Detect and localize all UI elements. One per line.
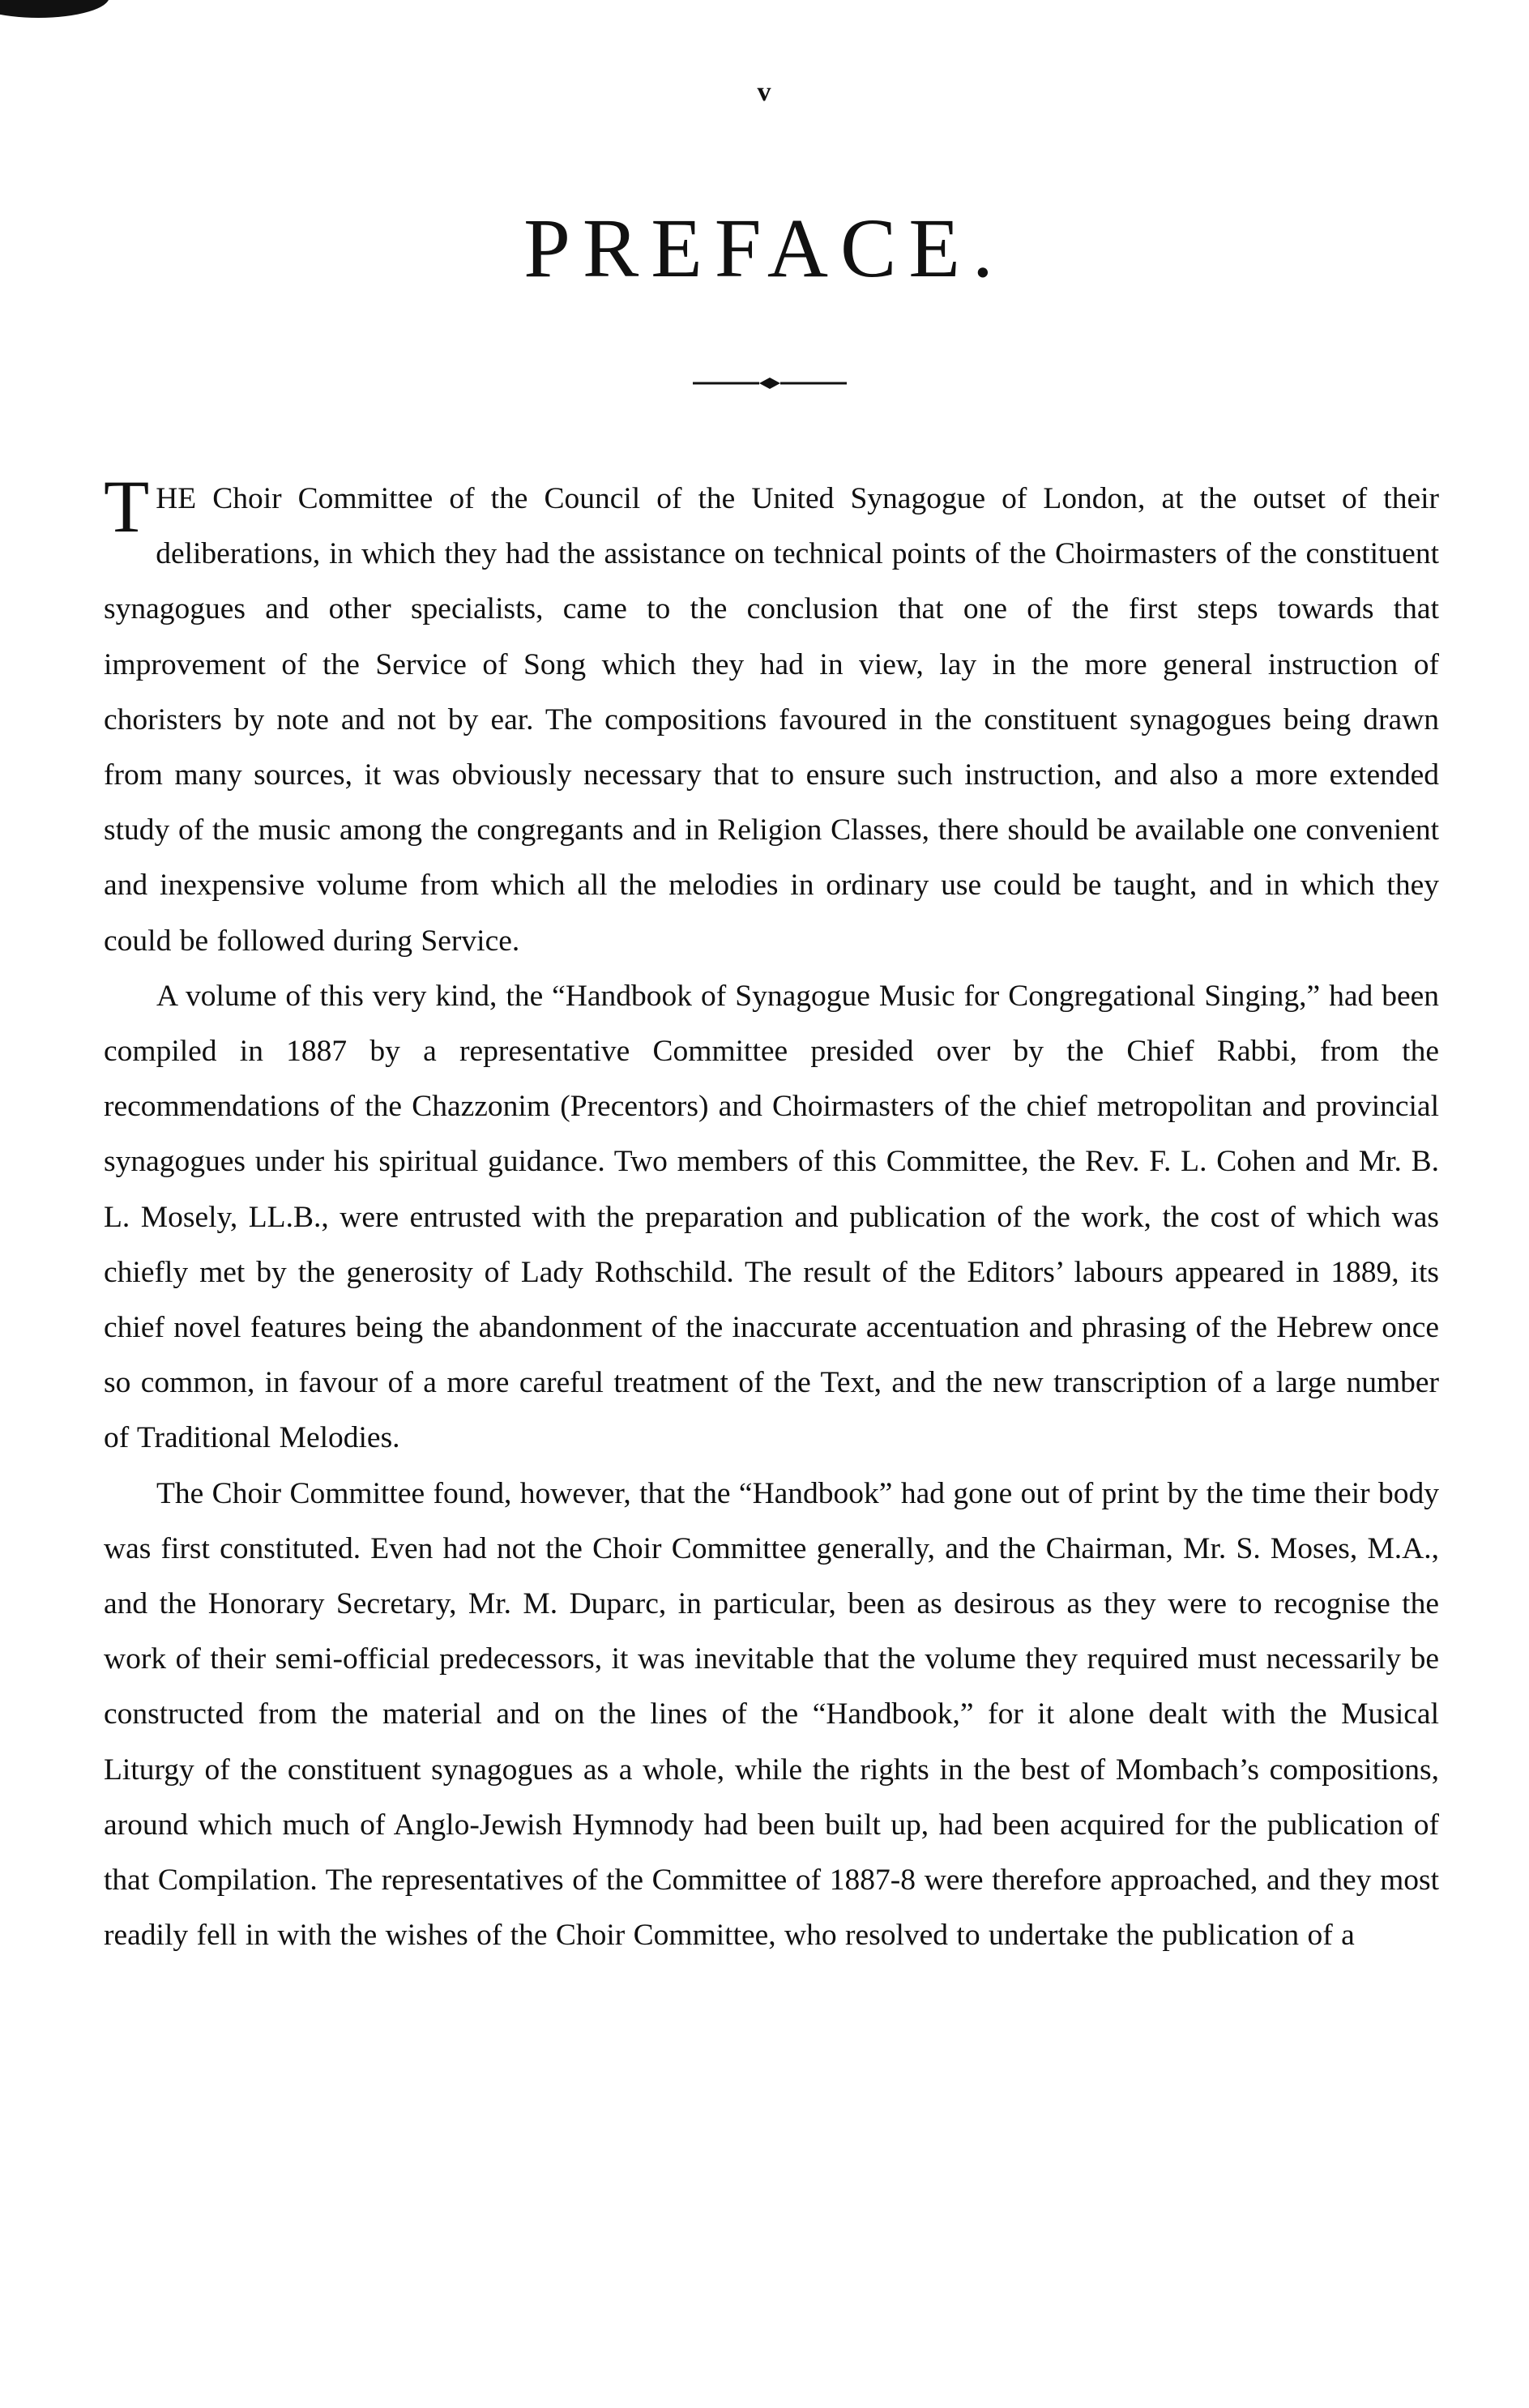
- corner-ink-blot: [0, 0, 109, 18]
- divider-ornament: [693, 377, 847, 390]
- preface-body: [104, 465, 1439, 1963]
- paragraph-2: A volume of this very kind, the “Handbook of Synagogue Music for Congregational Singing,” had been compiled in 1887 by a representative Committee presided over by the Chief Rabbi, from the recommendations of the Chazzonim (Precentors) and Choirmasters of the chief metropolitan and provincial synagogues under his spiritual guidance. Two members of this Committee, the Rev. F. L. Cohen and Mr. B. L. Mosely, LL.B., were entrusted with the preparation and publication of the work, the cost of which was chiefly met by the generosity of Lady Rothschild. The result of the Editors’ labours appeared in 1889, its chief novel features being the abandonment of the inaccurate accentuation and phrasing of the Hebrew once so common, in favour of a more careful treatment of the Text, and the new transcription of a large number of Traditional Melodies.: [104, 979, 1439, 1455]
- page-title: PREFACE.: [523, 202, 1006, 295]
- paragraph-3: The Choir Committee found, however, that the “Handbook” had gone out of print by the time their body was first constituted. Even had not the Choir Committee generally, and the Chairman, Mr. S. Moses, M.A., and the Honorary Secretary, Mr. M. Duparc, in particular, been as desirous as they were to recognise the work of their semi-official predecessors, it was inevitable that the volume they required must necessarily be constructed from the material and on the lines of the “Handbook,” for it alone dealt with the Musical Liturgy of the constituent synagogues as a whole, while the rights in the best of Mombach’s compositions, around which much of Anglo-Jewish Hymnody had been built up, had been acquired for the publication of that Compilation. The representatives of the Committee of 1887-8 were therefore approached, and they most readily fell in with the wishes of the Choir Committee, who resolved to undertake the publication of a: [104, 1476, 1439, 1953]
- page-number: v: [757, 77, 772, 107]
- paragraph-1: THE Choir Committee of the Council of the United Synagogue of London, at the outset of their deliberations, in which they had the assistance on technical points of the Choirmasters of the constituent synagogues and other specialists, came to the conclusion that one of the first steps towards that improvement of the Service of Song which they had in view, lay in the more general instruction of choristers by note and not by ear. The compositions favoured in the constituent synagogues being drawn from many sources, it was obviously necessary that to ensure such instruction, and also a more extended study of the music among the congregants and in Religion Classes, there should be available one convenient and inexpensive volume from which all the melodies in ordinary use could be taught, and in which they could be followed during Service.: [104, 465, 1439, 958]
